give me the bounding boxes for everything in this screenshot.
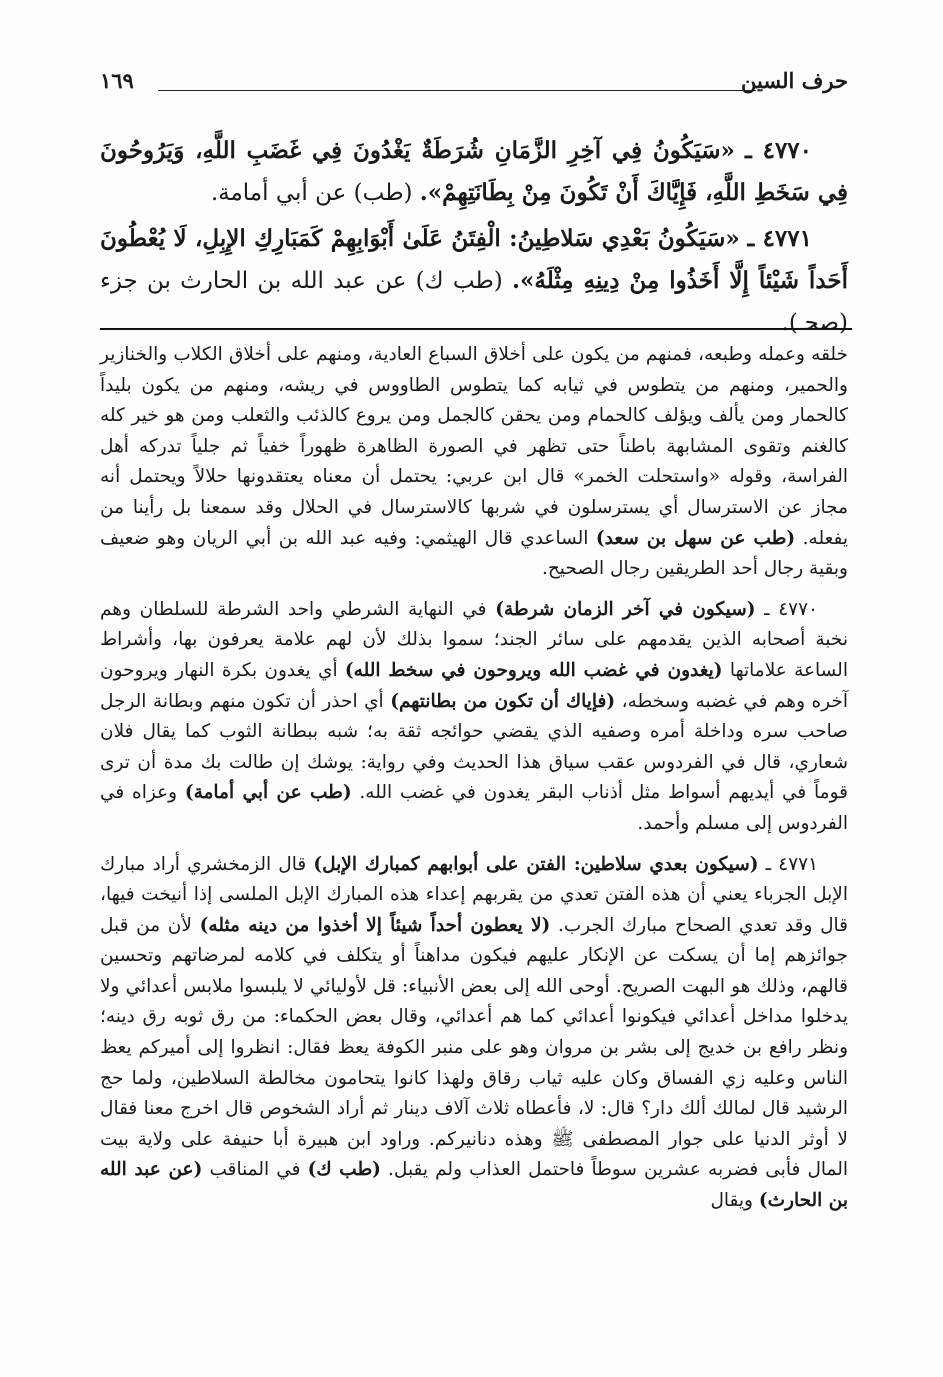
hadith-reference: (طب ك) عن عبد الله بن الحارث بن جزء (صحـ). [100, 268, 848, 336]
hadith-number: ٤٧٧١ ـ [747, 225, 812, 252]
commentary-section [100, 340, 848, 1227]
commentary-number: ٤٧٧٠ ـ [764, 598, 818, 620]
commentary-text: الساعدي قال الهيثمي: وفيه عبد الله بن أبي الريان وهو ضعيف وبقية رجال أحد الطريقين رجال الصحيح. [100, 527, 848, 580]
commentary-quote: (فإياك أن تكون من بطانتهم) [390, 690, 616, 712]
hadith-text-section [100, 130, 848, 348]
commentary-source: (عن عبد الله بن الحارث) [100, 1159, 848, 1212]
hadith-text: «سَيَكُونُ بَعْدِي سَلاطِينُ: الْفِتَنُ عَلَىٰ أَبْوَابِهِمْ كَمَبَارِكِ الإِبِلِ، لَا يُعْطُونَ أَحَداً شَيْئاً إِلَّا أَخَذُوا مِنْ دِينِهِ مِثْلَهُ». [100, 225, 849, 294]
commentary-text: ويقال [710, 1190, 753, 1212]
commentary-paragraph-4770 [100, 595, 848, 840]
commentary-text: في المناقب [209, 1159, 301, 1181]
commentary-source: (طب ك) [307, 1159, 381, 1181]
commentary-paragraph-4771 [100, 850, 848, 1217]
commentary-quote: (سيكون في آخر الزمان شرطة) [495, 598, 756, 620]
hadith-reference: (طب) عن أبي أمامة. [210, 180, 413, 206]
hadith-text: «سَيَكُونُ فِي آخِرِ الزَّمَانِ شُرَطَةٌ يَغْدُونَ فِي غَضَبِ اللَّهِ، وَيَرُوحُونَ فِي سَخَطِ اللَّهِ، فَإِيَّاكَ أَنْ تَكُونَ مِنْ بِطَانَتِهِمْ». [100, 137, 848, 206]
commentary-text: أي يغدون بكرة النهار ويروحون آخره وهم في غضبه وسخطه، [100, 659, 848, 712]
commentary-text: خلقه وعمله وطبعه، فمنهم من يكون على أخلاق السباع العادية، ومنهم على أخلاق الكلاب والخنازير والحمير، ومنهم من يتطوس في ثيابه كما يتطوس الطاووس في ريشه، ومنهم من يكون بليداً كالحمار ومن يألف ويؤلف كالحمام ومن يحقن كالجمل ومن يروع كالذئب والثعلب ومن هو خير كله كالغنم وتقوى المشابهة باطناً حتى تظهر في الصورة الظاهرة ظهوراً خفياً ثم جلياً تدركه أهل الفراسة، وقوله «واستحلت الخمر» قال ابن عربي: يحتمل أن معناه يعتقدونها حلالاً ويحتمل أنه مجاز عن الاسترسال أي يسترسلون في شربها كالاسترسال في الحلال وقد سمعنا بل رأينا من يفعله. [100, 344, 848, 549]
page-header [100, 66, 848, 100]
hadith-4770 [100, 130, 848, 214]
commentary-number: ٤٧٧١ ـ [765, 853, 819, 875]
commentary-text: وعزاه في الفردوس إلى مسلم وأحمد. [100, 782, 848, 834]
section-divider [100, 328, 852, 330]
commentary-quote: (لا يعطون أحداً شيئاً إلا أخذوا من دينه مثله) [199, 914, 551, 936]
commentary-text: في النهاية الشرطي واحد الشرطة للسلطان وهم نخبة أصحابه الذين يقدمهم على سائر الجند؛ سموا بذلك لأن لهم علامة يعرفون بها، وأشراط الساعة علاماتها [100, 598, 848, 681]
commentary-source: (طب عن سهل بن سعد) [595, 527, 796, 549]
running-head: حرف السين [741, 68, 848, 93]
hadith-4771 [100, 218, 848, 344]
commentary-text: لأن من قبل جوائزهم إما أن يسكت عن الإنكار عليهم فيكون مداهناً أو يتكلف في كلامه لمرضاتهم وتحسين قالهم، وذلك هو البهت الصريح. أوحى الله إلى بعض الأنبياء: قل لأوليائي لا يلبسوا ملابس أعدائي ولا يدخلوا مداخل أعدائي فيكونوا أعدائي كما هم أعدائي، وقال بعض الحكماء: من رق ثوبه رق دينه؛ ونظر رافع بن خديج إلى بشر بن مروان وهو على منبر الكوفة يعظ فقال: انظروا إلى أميركم يعظ الناس وعليه زي الفساق وكان عليه ثياب رقاق ولهذا كانوا يتحامون مخالطة السلاطين، ولما حج الرشيد قال لمالك ألك دار؟ قال: لا، فأعطاه ثلاث آلاف دينار ثم أراد الشخوص قال اخرج معنا فقال لا أوثر الدنيا على جوار المصطفى ﷺ وهذه دنانيركم. وراود ابن هبيرة أبا حنيفة على ولاية بيت المال فأبى فضربه عشرين سوطاً فاحتمل العذاب ولم يقبل. [100, 914, 848, 1181]
commentary-quote: (سيكون بعدي سلاطين: الفتن على أبوابهم كمبارك الإبل) [313, 853, 759, 875]
commentary-text: قال الزمخشري أراد مبارك الإبل الجرباء يعني أن هذه الفتن تعدي من يقربهم إعداء هذه المبارك الإبل الملسى إذا أنيخت فيها، قال وقد تعدي الصحاح مبارك الجرب. [100, 853, 849, 936]
commentary-paragraph [100, 340, 848, 585]
header-rule [158, 90, 756, 91]
page-number: ١٦٩ [100, 68, 134, 93]
commentary-source: (طب عن أبي أمامة) [184, 782, 352, 804]
commentary-quote: (يغدون في غضب الله ويروحون في سخط الله) [344, 659, 723, 681]
hadith-number: ٤٧٧٠ ـ [745, 137, 813, 164]
commentary-text: أي احذر أن تكون منهم وبطانة الرجل صاحب سره وداخلة أمره وصفيه الذي يقضي حوائجه ثقة به؛ شبه ببطانة الثوب كما يقال فلان شعاري، قال في الفردوس عقب سياق هذا الحديث وفي رواية: يوشك إن طالت بك مدة أن ترى قوماً في أيديهم أسواط مثل أذناب البقر يغدون في غضب الله. [100, 690, 848, 804]
